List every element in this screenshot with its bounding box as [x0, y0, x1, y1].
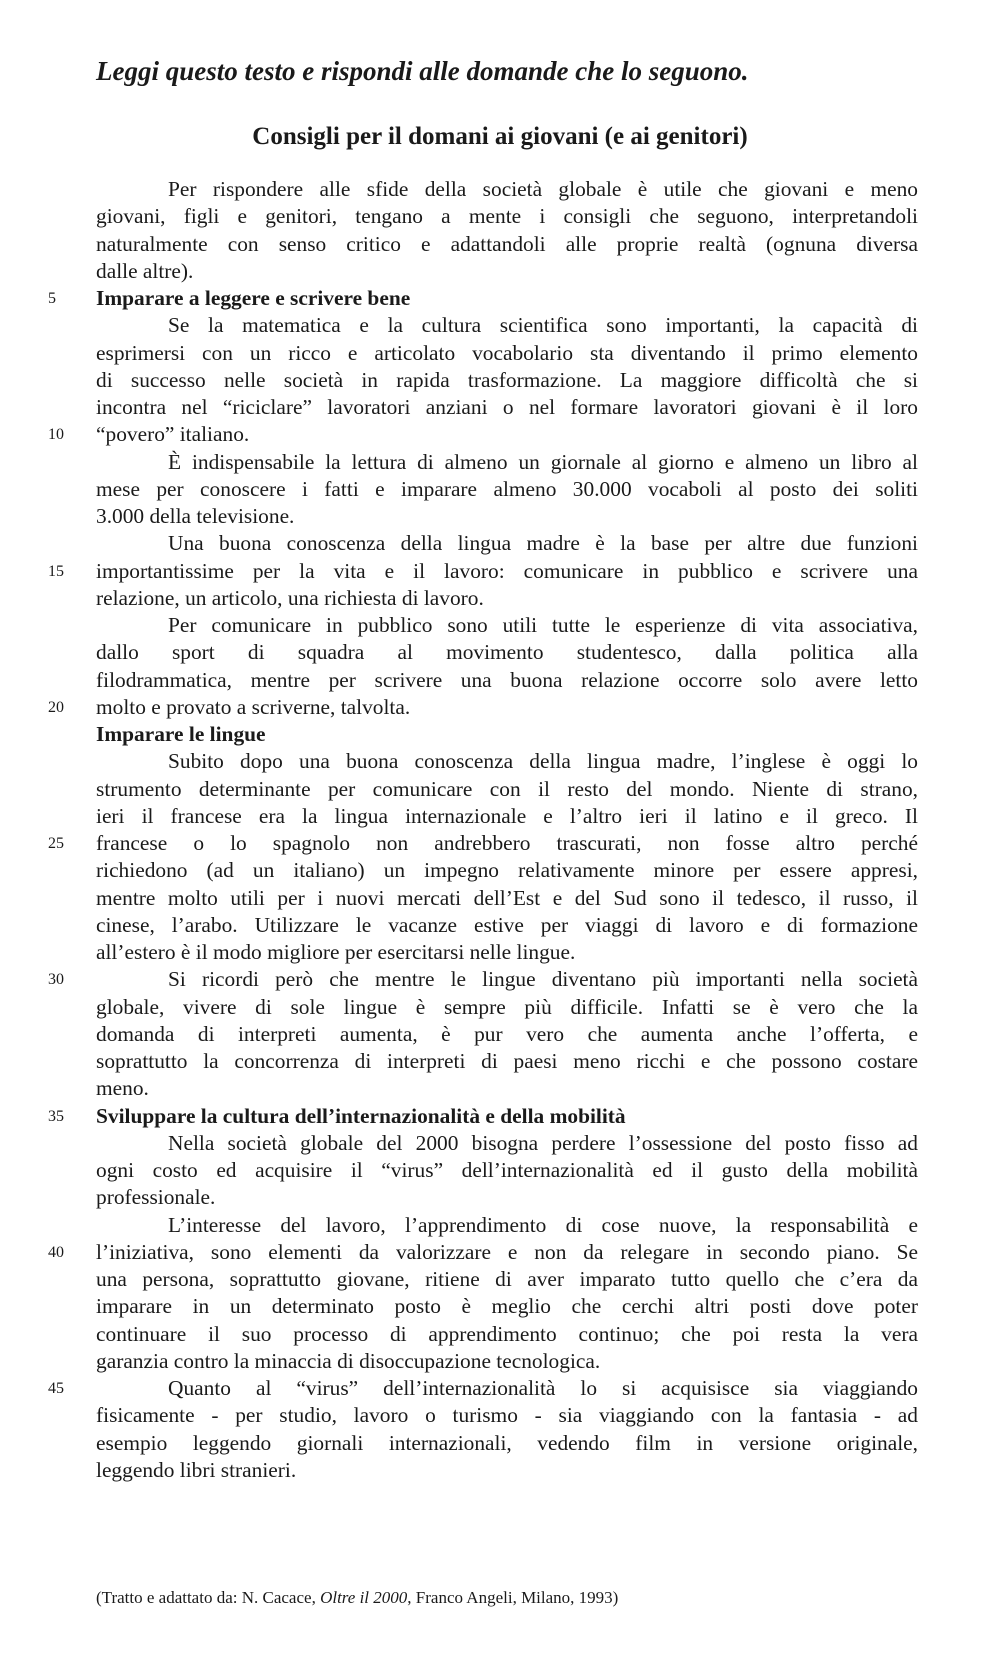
text-line: Subito dopo una buona conoscenza della lingua madre, l’inglese è oggi lo [168, 749, 918, 773]
line-number: 35 [48, 1108, 64, 1125]
text-line: Per comunicare in pubblico sono utili tutte le esperienze di vita associativa, [168, 613, 918, 637]
instruction-text: Leggi questo testo e rispondi alle domande che lo seguono. [96, 56, 749, 86]
source-suffix: , Franco Angeli, Milano, 1993) [407, 1588, 619, 1607]
source-prefix: (Tratto e adattato da: N. Cacace, [96, 1588, 321, 1607]
text-line: richiedono (ad un italiano) un impegno relativamente minore per essere appresi, [96, 858, 918, 882]
text-line: meno. [96, 1076, 149, 1100]
text-line: domanda di interpreti aumenta, è pur vero che aumenta anche l’offerta, e [96, 1022, 918, 1046]
text-line: dallo sport di squadra al movimento studentesco, dalla politica alla [96, 640, 918, 664]
text-line: L’interesse del lavoro, l’apprendimento di cose nuove, la responsabilità e [168, 1213, 918, 1237]
line-number: 10 [48, 426, 64, 443]
text-line: Si ricordi però che mentre le lingue diventano più importanti nella società [168, 967, 918, 991]
text-line: imparare in un determinato posto è meglio che cerchi altri posti dove poter [96, 1294, 918, 1318]
text-line: incontra nel “riciclare” lavoratori anziani o nel formare lavoratori giovani è il loro [96, 395, 918, 419]
text-line: ieri il francese era la lingua internazionale e l’altro ieri il latino e il greco. Il [96, 804, 918, 828]
text-line: francese o lo spagnolo non andrebbero trascurati, non fosse altro perché [96, 831, 918, 855]
section-heading: Imparare a leggere e scrivere bene [96, 286, 411, 310]
line-number: 5 [48, 290, 56, 307]
text-line: È indispensabile la lettura di almeno un giornale al giorno e almeno un libro al [168, 450, 918, 474]
text-line: globale, vivere di sole lingue è sempre più difficile. Infatti se è vero che la [96, 995, 918, 1019]
section-heading: Sviluppare la cultura dell’internazionalità e della mobilità [96, 1104, 626, 1128]
text-line: soprattutto la concorrenza di interpreti di paesi meno ricchi e che possono costare [96, 1049, 918, 1073]
text-line: “povero” italiano. [96, 422, 250, 446]
text-line: una persona, soprattutto giovane, ritiene di aver imparato tutto quello che c’era da [96, 1267, 918, 1291]
text-line: leggendo libri stranieri. [96, 1458, 297, 1482]
text-line: continuare il suo processo di apprendimento continuo; che poi resta la vera [96, 1322, 918, 1346]
text-line: Una buona conoscenza della lingua madre è la base per altre due funzioni [168, 531, 918, 555]
text-line: Quanto al “virus” dell’internazionalità lo si acquisisce sia viaggiando [168, 1376, 918, 1400]
article-title: Consigli per il domani ai giovani (e ai genitori) [252, 123, 748, 150]
text-line: filodrammatica, mentre per scrivere una buona relazione occorre solo avere letto [96, 668, 918, 692]
source-citation [96, 1588, 618, 1608]
text-line: naturalmente con senso critico e adattandoli alle proprie realtà (ognuna diversa [96, 232, 918, 256]
line-number: 40 [48, 1244, 64, 1261]
line-number: 45 [48, 1380, 64, 1397]
text-line: all’estero è il modo migliore per esercitarsi nelle lingue. [96, 940, 576, 964]
text-line: strumento determinante per comunicare con il resto del mondo. Niente di strano, [96, 777, 918, 801]
text-line: Se la matematica e la cultura scientifica sono importanti, la capacità di [168, 313, 918, 337]
text-line: mese per conoscere i fatti e imparare almeno 30.000 vocaboli al posto dei soliti [96, 477, 918, 501]
text-line: ogni costo ed acquisire il “virus” dell’internazionalità ed il gusto della mobilità [96, 1158, 918, 1182]
text-line: mentre molto utili per i nuovi mercati dell’Est e del Sud sono il tedesco, il russo, il [96, 886, 918, 910]
text-line: giovani, figli e genitori, tengano a mente i consigli che seguono, interpretandoli [96, 204, 918, 228]
line-number: 20 [48, 699, 64, 716]
text-line: 3.000 della televisione. [96, 504, 295, 528]
text-line: garanzia contro la minaccia di disoccupazione tecnologica. [96, 1349, 601, 1373]
text-line: dalle altre). [96, 259, 194, 283]
section-heading: Imparare le lingue [96, 722, 266, 746]
text-line: esprimersi con un ricco e articolato vocabolario sta diventando il primo elemento [96, 341, 918, 365]
line-number: 30 [48, 971, 64, 988]
text-line: molto e provato a scriverne, talvolta. [96, 695, 411, 719]
line-number: 15 [48, 563, 64, 580]
source-book-title: Oltre il 2000 [320, 1588, 408, 1607]
text-line: importantissime per la vita e il lavoro: comunicare in pubblico e scrivere una [96, 559, 918, 583]
text-line: relazione, un articolo, una richiesta di lavoro. [96, 586, 484, 610]
text-line: esempio leggendo giornali internazionali, vedendo film in versione originale, [96, 1431, 918, 1455]
line-number: 25 [48, 835, 64, 852]
text-line: fisicamente - per studio, lavoro o turismo - sia viaggiando con la fantasia - ad [96, 1403, 918, 1427]
text-line: cinese, l’arabo. Utilizzare le vacanze estive per viaggi di lavoro e di formazione [96, 913, 918, 937]
text-line: di successo nelle società in rapida trasformazione. La maggiore difficoltà che si [96, 368, 918, 392]
text-line: professionale. [96, 1185, 216, 1209]
text-line: Nella società globale del 2000 bisogna perdere l’ossessione del posto fisso ad [168, 1131, 918, 1155]
text-line: l’iniziativa, sono elementi da valorizzare e non da relegare in secondo piano. Se [96, 1240, 918, 1264]
text-line: Per rispondere alle sfide della società globale è utile che giovani e meno [168, 177, 918, 201]
